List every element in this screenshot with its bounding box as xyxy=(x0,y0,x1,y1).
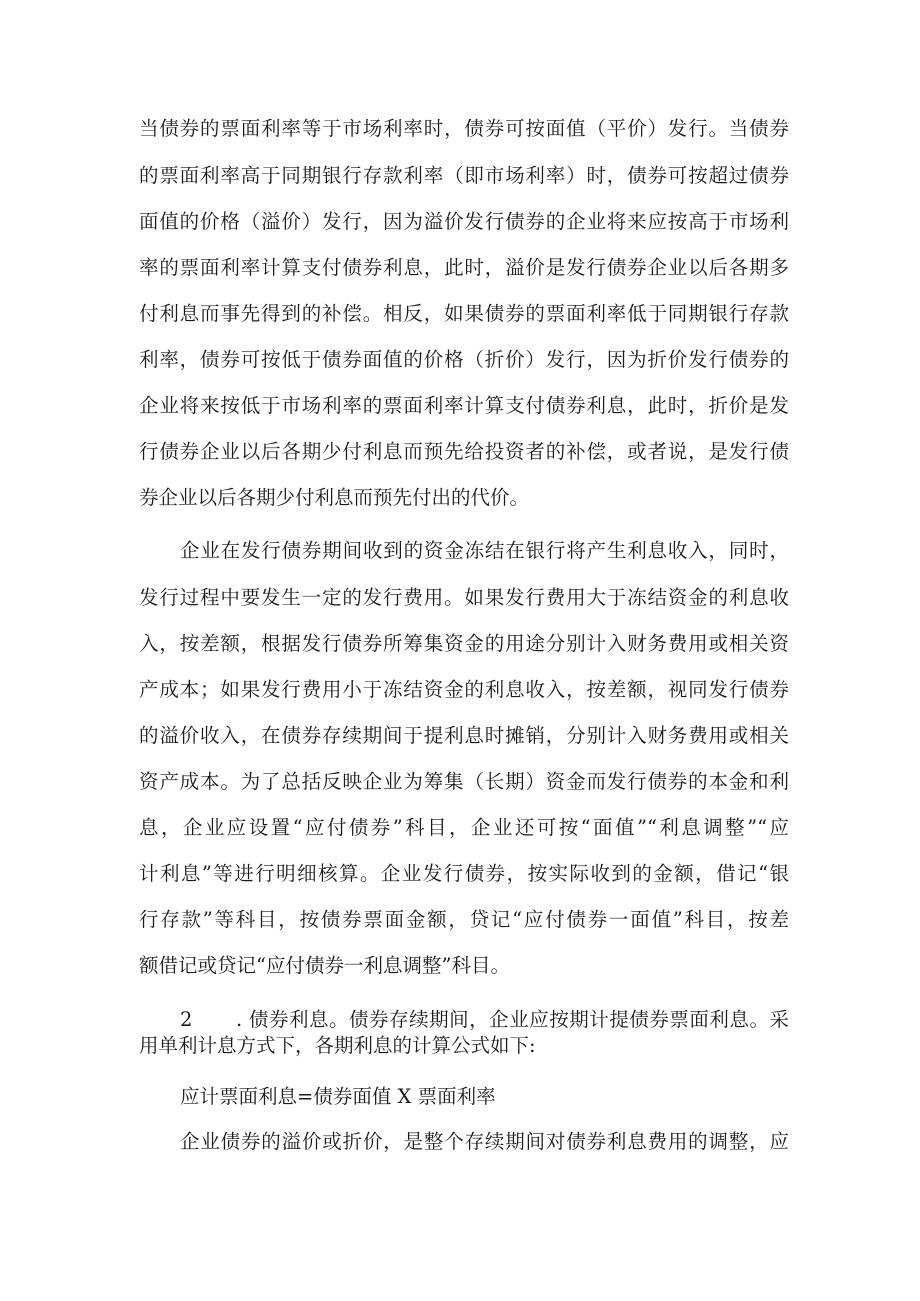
paragraph-2-line-9: 行存款”等科目，按债券票面金额，贷记“应付债券一面值”科目，按差 xyxy=(139,908,789,931)
paragraph-2-line-4: 产成本；如果发行费用小于冻结资金的利息收入，按差额，视同发行债券 xyxy=(139,678,789,701)
item-2-number: 2 xyxy=(180,1008,193,1031)
paragraph-1-line-2: 的票面利率高于同期银行存款利率（即市场利率）时，债券可按超过债券 xyxy=(139,164,789,187)
paragraph-2-line-7: 息，企业应设置“应付债券”科目，企业还可按“面值”“利息调整”“应 xyxy=(139,816,789,839)
formula: 应计票面利息=债券面值 X 票面利率 xyxy=(180,1085,496,1108)
paragraph-1-line-5: 付利息而事先得到的补偿。相反，如果债券的票面利率低于同期银行存款 xyxy=(139,302,789,325)
paragraph-2-line-8: 计利息”等进行明细核算。企业发行债券，按实际收到的金额，借记“银 xyxy=(139,862,789,885)
paragraph-2-line-6: 资产成本。为了总括反映企业为筹集（长期）资金而发行债券的本金和利 xyxy=(139,770,789,793)
paragraph-2-line-1: 企业在发行债券期间收到的资金冻结在银行将产生利息收入，同时， xyxy=(180,539,789,562)
paragraph-1-line-6: 利率，债券可按低于债券面值的价格（折价）发行，因为折价发行债券的 xyxy=(139,348,789,371)
paragraph-2-line-5: 的溢价收入，在债券存续期间于提利息时摊销，分别计入财务费用或相关 xyxy=(139,724,789,747)
paragraph-2-line-2: 发行过程中要发生一定的发行费用。如果发行费用大于冻结资金的利息收 xyxy=(139,586,789,609)
paragraph-2-line-3: 入，按差额，根据发行债券所筹集资金的用途分别计入财务费用或相关资 xyxy=(139,632,789,655)
item-2-line-2: 用单利计息方式下，各期利息的计算公式如下: xyxy=(139,1034,536,1057)
paragraph-1-line-4: 率的票面利率计算支付债券利息，此时，溢价是发行债券企业以后各期多 xyxy=(139,256,789,279)
paragraph-1-line-9: 券企业以后各期少付利息而预先付出的代价。 xyxy=(139,486,530,509)
paragraph-1-line-8: 行债券企业以后各期少付利息而预先给投资者的补偿，或者说，是发行债 xyxy=(139,440,789,463)
paragraph-3-line-1: 企业债券的溢价或折价，是整个存续期间对债券利息费用的调整，应 xyxy=(180,1130,789,1153)
paragraph-1-line-1: 当债券的票面利率等于市场利率时，债券可按面值（平价）发行。当债券 xyxy=(139,117,789,140)
item-2-text: . 债券利息。债券存续期间，企业应按期计提债券票面利息。采 xyxy=(236,1008,789,1031)
paragraph-2-line-10: 额借记或贷记“应付债券一利息调整”科目。 xyxy=(139,954,510,977)
item-2-line-1 xyxy=(180,1007,789,1033)
paragraph-1-line-3: 面值的价格（溢价）发行，因为溢价发行债券的企业将来应按高于市场利 xyxy=(139,210,789,233)
paragraph-1-line-7: 企业将来按低于市场利率的票面利率计算支付债券利息，此时，折价是发 xyxy=(139,394,789,417)
